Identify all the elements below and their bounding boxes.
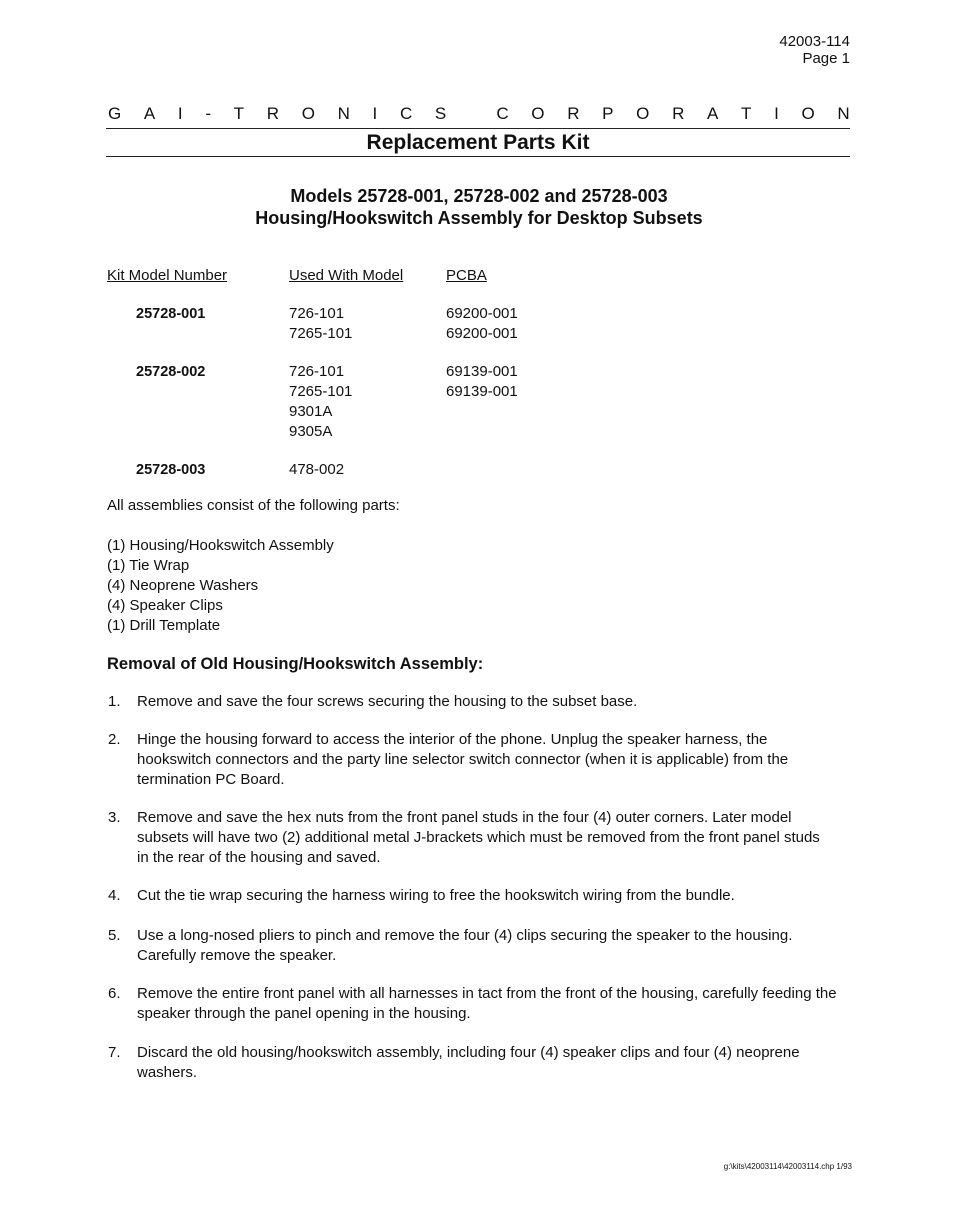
step-line: speaker through the panel opening in the housing. [137,1005,471,1022]
header-kit-model: Kit Model Number [107,267,228,284]
step-text [137,1043,867,1083]
company-letter: R [266,104,280,123]
document-number: 42003-114 [779,33,850,50]
step-line: hookswitch connectors and the party line selector switch connector (when it is applicable) from the [137,751,789,768]
company-letter: O [801,104,815,123]
part-item: (1) Drill Template [107,617,221,634]
pcba-number: 69200-001 [446,305,518,322]
step-text [137,886,867,906]
step-line: Hinge the housing forward to access the interior of the phone. Unplug the speaker harness, the [137,731,768,748]
company-letter [469,104,474,124]
used-with-model: 726-101 [289,305,345,322]
step-line: Discard the old housing/hookswitch assembly, including four (4) speaker clips and four (4) neoprene [137,1044,800,1061]
part-item: (4) Neoprene Washers [107,577,259,594]
step-number: 4. [108,887,121,904]
used-with-model: 478-002 [289,461,345,478]
used-with-model: 9301A [289,403,333,420]
part-item: (1) Tie Wrap [107,557,190,574]
step-line: Use a long-nosed pliers to pinch and remove the four (4) clips securing the speaker to the housing. [137,927,793,944]
company-letter: N [837,104,850,123]
document-id-block [779,33,850,67]
company-name [108,104,850,124]
company-letter: P [602,104,614,123]
header-pcba: PCBA [446,267,487,284]
step-line: Remove and save the hex nuts from the front panel studs in the four (4) outer corners. Later model [137,809,792,826]
intro-text: All assemblies consist of the following parts: [107,497,400,514]
step-line: Carefully remove the speaker. [137,947,337,964]
step-line: washers. [137,1064,198,1081]
company-letter: G [108,104,122,123]
step-number: 2. [108,731,121,748]
kit-model-number: 25728-002 [136,364,206,380]
step-number: 5. [108,927,121,944]
top-rule [106,128,850,129]
used-with-model: 726-101 [289,363,345,380]
used-with-model: 7265-101 [289,383,353,400]
title-rule [106,156,850,157]
step-text [137,926,867,966]
step-number: 1. [108,693,121,710]
step-line: termination PC Board. [137,771,285,788]
step-line: Cut the tie wrap securing the harness wiring to free the hookswitch wiring from the bundle. [137,887,735,904]
file-path-footer: g:\kits\42003114\42003114.chp 1/93 [723,1162,852,1171]
company-letter: I [372,104,378,123]
company-letter: R [567,104,580,123]
removal-heading: Removal of Old Housing/Hookswitch Assembly: [107,655,484,673]
parts-list [107,536,334,636]
company-letter: I [177,104,183,123]
step-text [137,984,867,1024]
part-item: (1) Housing/Hookswitch Assembly [107,537,334,554]
kit-model-number: 25728-001 [136,306,206,322]
models-line-2: Housing/Hookswitch Assembly for Desktop Subsets [255,208,703,228]
company-letter: C [399,104,413,123]
company-letter: A [707,104,719,123]
step-text [137,808,867,868]
page-title: Replacement Parts Kit [366,131,590,154]
pcba-number: 69200-001 [446,325,518,342]
company-letter: R [672,104,685,123]
company-letter: T [233,104,245,123]
company-letter: C [496,104,509,123]
step-text [137,692,867,712]
step-line: Remove and save the four screws securing the housing to the subset base. [137,693,638,710]
company-letter: I [774,104,779,123]
used-with-model: 9305A [289,423,333,440]
kit-model-number: 25728-003 [136,462,206,478]
step-line: subsets will have two (2) additional metal J-brackets which must be removed from the front panel studs [137,829,820,846]
models-line-1: Models 25728-001, 25728-002 and 25728-003 [290,186,668,206]
step-line: Remove the entire front panel with all harnesses in tact from the front of the housing, carefully feeding the [137,985,837,1002]
step-number: 7. [108,1044,121,1061]
company-letter: O [531,104,545,123]
company-letter: A [143,104,156,123]
company-letter: N [337,104,350,123]
company-letter: O [301,104,315,123]
company-letter: - [205,104,211,123]
step-number: 6. [108,985,121,1002]
pcba-number: 69139-001 [446,363,518,380]
company-letter: T [741,104,752,123]
page-number: Page 1 [802,50,850,67]
step-number: 3. [108,809,121,826]
step-text [137,730,867,790]
used-with-model: 7265-101 [289,325,353,342]
header-used-with: Used With Model [289,267,404,284]
pcba-number: 69139-001 [446,383,518,400]
part-item: (4) Speaker Clips [107,597,223,614]
models-heading [106,185,852,229]
step-line: in the rear of the housing and saved. [137,849,381,866]
company-letter: S [434,104,447,123]
company-letter: O [636,104,650,123]
